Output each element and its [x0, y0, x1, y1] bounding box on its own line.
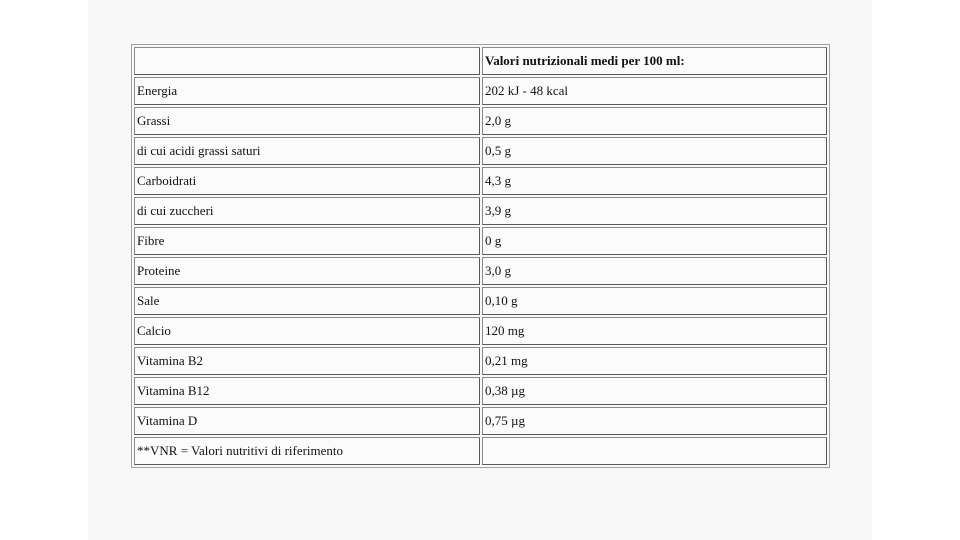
row-value: 2,0 g	[482, 107, 827, 135]
header-label-cell	[134, 47, 480, 75]
row-value: 120 mg	[482, 317, 827, 345]
row-value: 0,38 µg	[482, 377, 827, 405]
row-label: **VNR = Valori nutritivi di riferimento	[134, 437, 480, 465]
row-label: Vitamina D	[134, 407, 480, 435]
table-row	[134, 197, 827, 225]
row-value: 0,10 g	[482, 287, 827, 315]
table-header-row	[134, 47, 827, 75]
row-value: 0 g	[482, 227, 827, 255]
row-value: 0,21 mg	[482, 347, 827, 375]
table-row	[134, 377, 827, 405]
header-value-cell: Valori nutrizionali medi per 100 ml:	[482, 47, 827, 75]
row-value: 202 kJ - 48 kcal	[482, 77, 827, 105]
table-row	[134, 227, 827, 255]
row-value: 4,3 g	[482, 167, 827, 195]
row-label: Calcio	[134, 317, 480, 345]
table-row	[134, 437, 827, 465]
row-label: Fibre	[134, 227, 480, 255]
row-label: Energia	[134, 77, 480, 105]
row-value: 3,9 g	[482, 197, 827, 225]
row-value: 3,0 g	[482, 257, 827, 285]
row-label: di cui acidi grassi saturi	[134, 137, 480, 165]
table-row	[134, 77, 827, 105]
table-row	[134, 287, 827, 315]
row-value: 0,5 g	[482, 137, 827, 165]
table-row	[134, 107, 827, 135]
table-row	[134, 137, 827, 165]
row-label: Sale	[134, 287, 480, 315]
row-value	[482, 437, 827, 465]
table-row	[134, 257, 827, 285]
nutrition-table	[131, 44, 830, 468]
row-label: Carboidrati	[134, 167, 480, 195]
row-label: Proteine	[134, 257, 480, 285]
table-row	[134, 317, 827, 345]
row-label: di cui zuccheri	[134, 197, 480, 225]
table-row	[134, 167, 827, 195]
table-row	[134, 407, 827, 435]
row-label: Vitamina B2	[134, 347, 480, 375]
row-value: 0,75 µg	[482, 407, 827, 435]
row-label: Vitamina B12	[134, 377, 480, 405]
row-label: Grassi	[134, 107, 480, 135]
table-row	[134, 347, 827, 375]
